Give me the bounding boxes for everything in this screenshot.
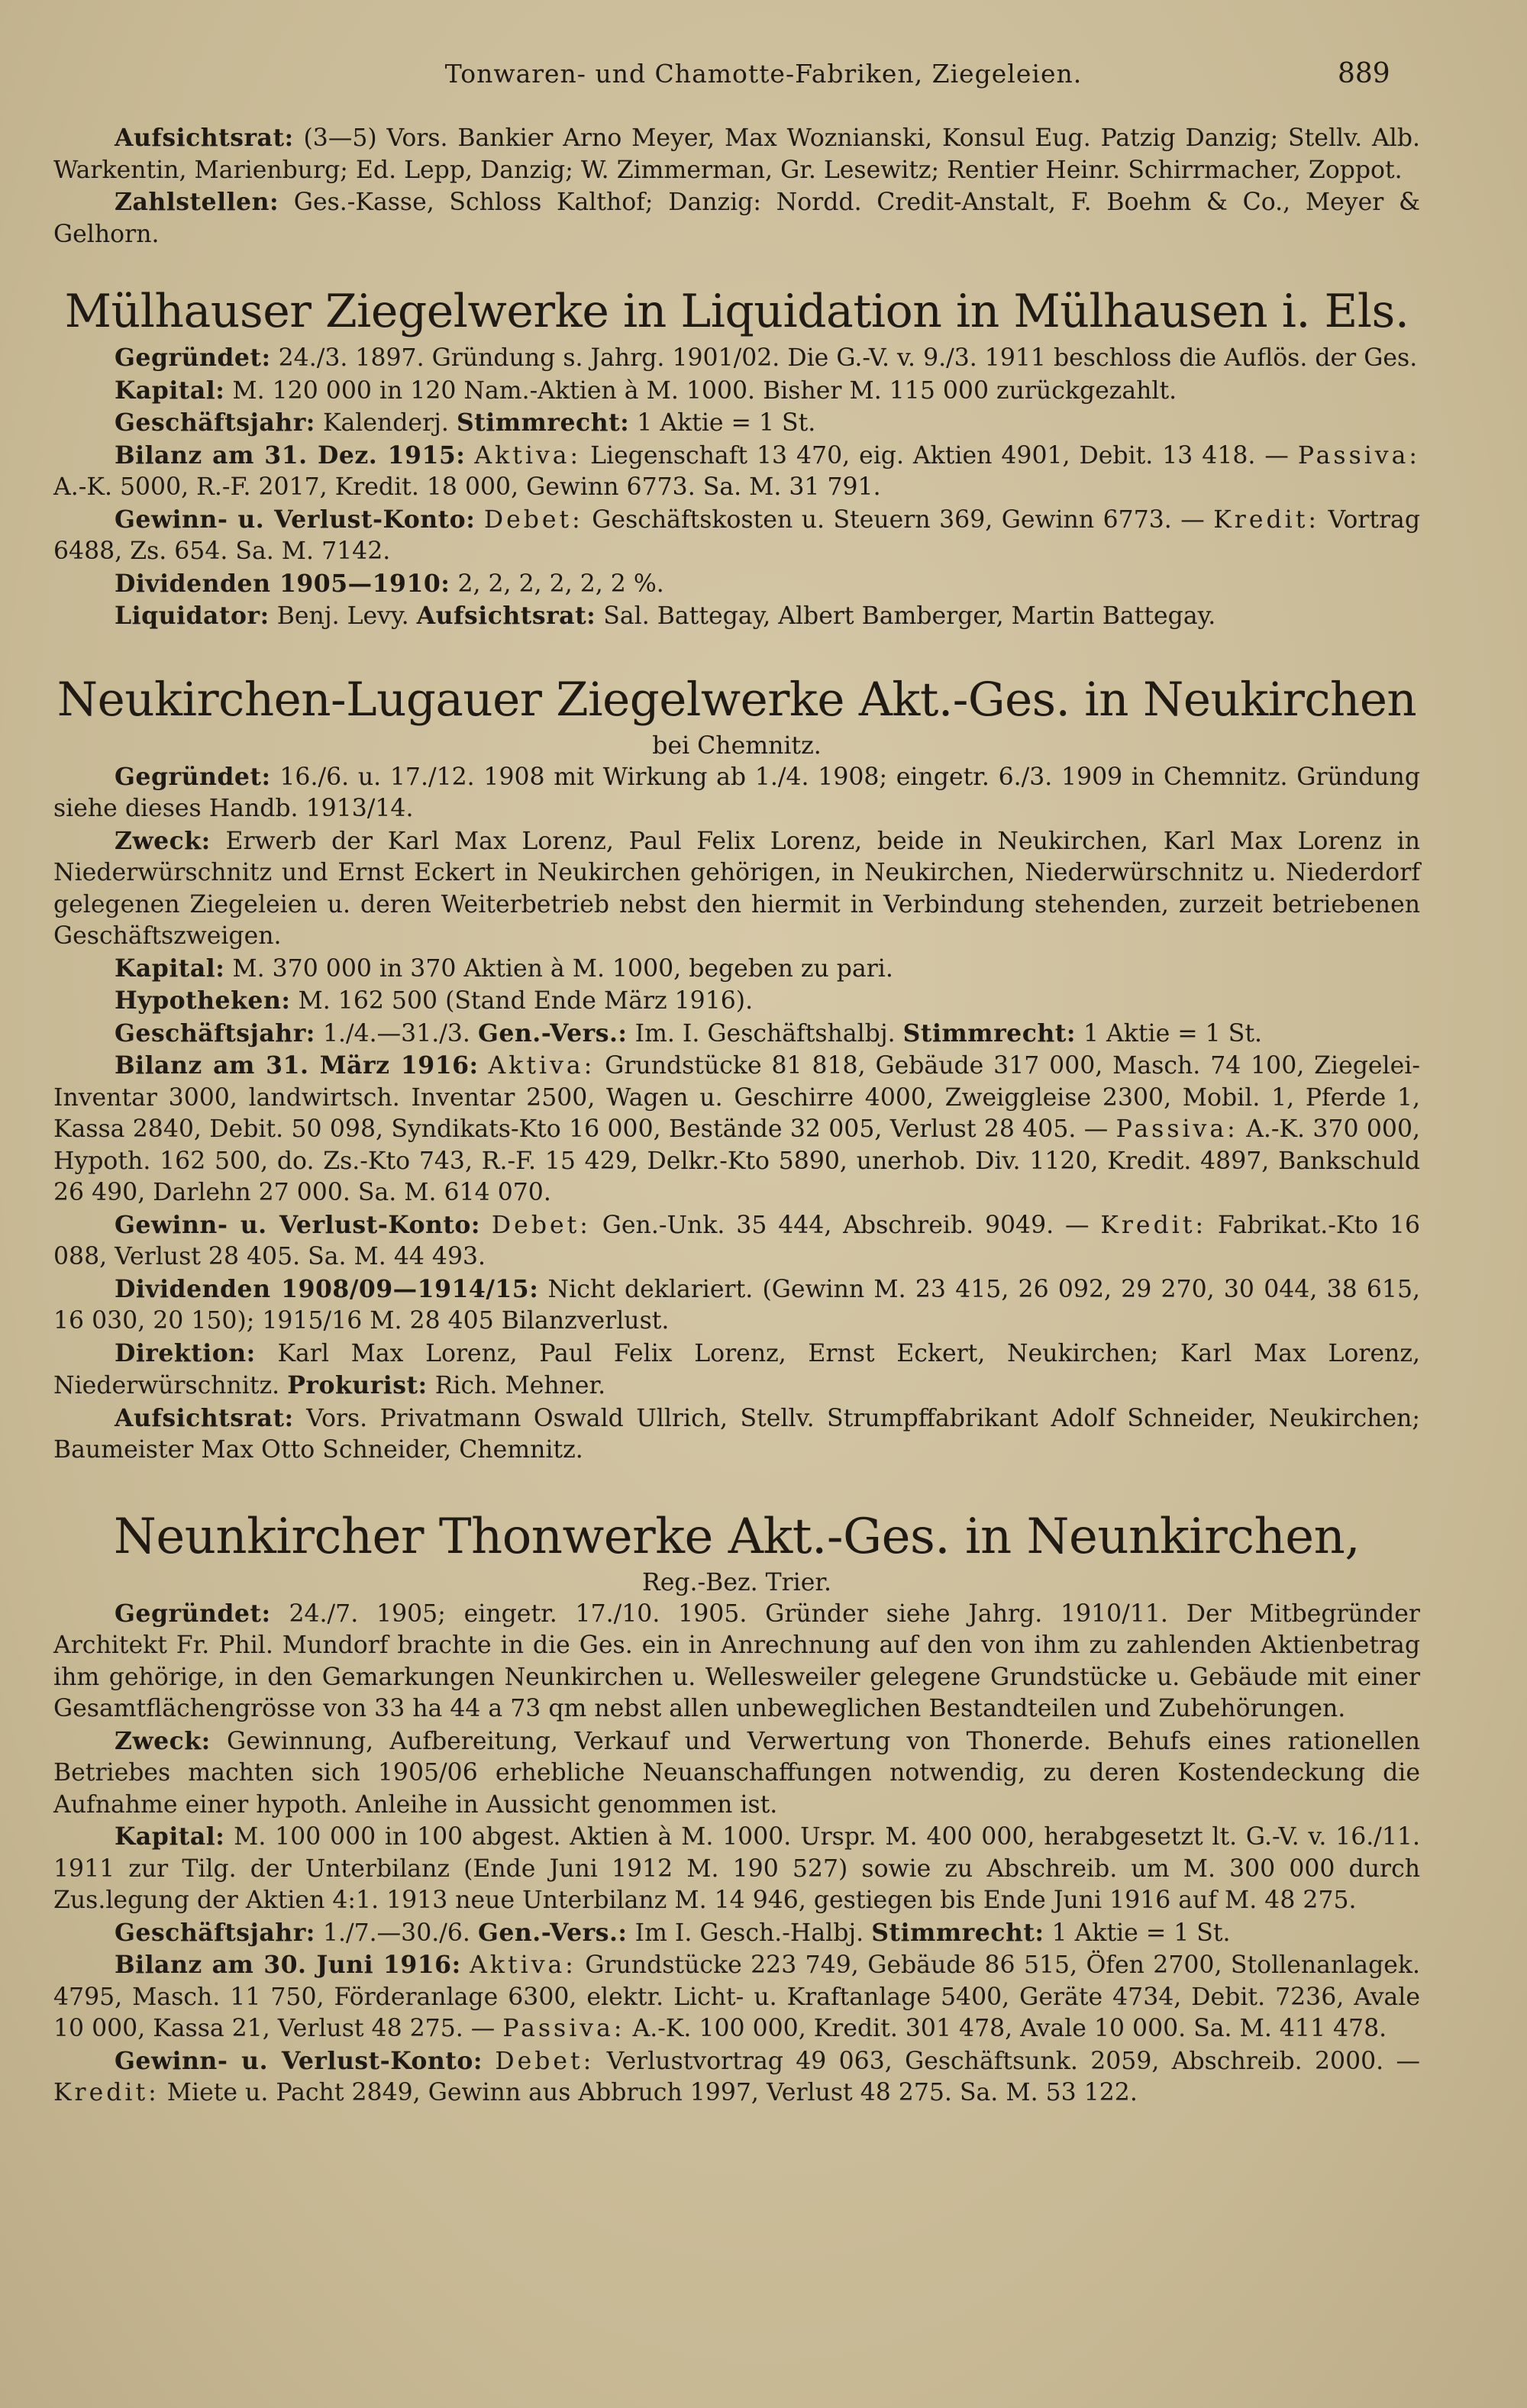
label: Zahlstellen:	[115, 188, 279, 216]
spacer	[53, 1467, 1420, 1506]
text: 1./7.—30./6.	[315, 1919, 478, 1947]
label: Aufsichtsrat:	[115, 1403, 294, 1432]
label: Dividenden 1908/09—1914/15:	[115, 1274, 539, 1303]
text: Vortrag 6488, Zs. 654. Sa. M. 7142.	[53, 505, 1420, 565]
paragraph-gegruendet	[53, 761, 1420, 825]
paragraph-gegruendet	[53, 1598, 1420, 1725]
label: Liquidator:	[115, 602, 270, 630]
paragraph-geschaeftsjahr	[53, 1917, 1420, 1950]
text: Geschäftskosten u. Steuern 369, Gewinn 6773. —	[583, 505, 1214, 534]
label: Gegründet:	[115, 1599, 271, 1628]
label-passiva: Passiva:	[502, 2015, 625, 2042]
label: Gegründet:	[115, 762, 271, 791]
entry-muelhauser-ziegelwerke	[53, 281, 1420, 633]
text: 2, 2, 2, 2, 2, 2 %.	[450, 570, 664, 598]
paragraph-bilanz	[53, 1050, 1420, 1209]
label: Aufsichtsrat:	[115, 124, 294, 152]
text: Verlustvortrag 49 063, Geschäftsunk. 2059, Abschreib. 2000. —	[594, 2047, 1421, 2075]
paragraph-gegruendet	[53, 342, 1420, 375]
label: Gewinn- u. Verlust-Konto:	[115, 2046, 483, 2075]
text: Grundstücke 223 749, Gebäude 86 515, Öfen 2700, Stollenanlagek. 4795, Masch. 11 750, Förderanlage 6300, elektr. Licht- u. Kraftanlage 5400, Geräte 4734, Debit. 7236, Avale 10 000, Kassa 21, Verlust 48 275. —	[53, 1951, 1420, 2042]
text: 1 Aktie = 1 St.	[629, 409, 816, 437]
entry-title: Neukirchen-Lugauer Ziegelwerke Akt.-Ges. in Neukirchen	[56, 672, 1417, 727]
label: Prokurist:	[287, 1371, 428, 1399]
label: Dividenden 1905—1910:	[115, 569, 450, 598]
text: Grundstücke 81 818, Gebäude 317 000, Masch. 74 100, Ziegelei-Inventar 3000, landwirtsch. Inventar 2500, Wagen u. Geschirre 4000, Zweiggleise 2300, Mobil. 1, Pferde 1, Kassa 2840, Debit. 50 098, Syndikats-Kto 16 000, Bestände 32 005, Verlust 28 405. —	[53, 1052, 1420, 1143]
text: Miete u. Pacht 2849, Gewinn aus Abbruch 1997, Verlust 48 275. Sa. M. 53 122.	[159, 2079, 1138, 2106]
paragraph-hypotheken	[53, 985, 1420, 1018]
entry-neukirchen-lugauer-ziegelwerke	[53, 670, 1420, 1467]
text: M. 100 000 in 100 abgest. Aktien à M. 1000. Urspr. M. 400 000, herabgesetzt lt. G.-V. v. 16./11. 1911 zur Tilg. der Unterbilanz (Ende Juni 1912 M. 190 527) sowie zu Abschreib. um M. 300 000 durch Zus.legung der Aktien 4:1. 1913 neue Unterbilanz M. 14 946, gestiegen bis Ende Juni 1916 auf M. 48 275.	[53, 1823, 1420, 1914]
paragraph-kapital	[53, 953, 1420, 986]
text: 1 Aktie = 1 St.	[1044, 1919, 1231, 1947]
label: Gewinn- u. Verlust-Konto:	[115, 505, 476, 534]
label: Kapital:	[115, 1822, 225, 1851]
text: Liegenschaft 13 470, eig. Aktien 4901, Debit. 13 418. —	[581, 441, 1298, 470]
paragraph-gewinn-verlust	[53, 2045, 1420, 2109]
page-number: 889	[1338, 58, 1390, 89]
label-kredit: Kredit:	[1100, 1211, 1207, 1239]
spacer	[53, 250, 1420, 281]
label: Stimmrecht:	[456, 408, 630, 437]
entry-subtitle: bei Chemnitz.	[652, 731, 822, 760]
entry-title: Mülhauser Ziegelwerke in Liquidation in Mülhausen i. Els.	[64, 285, 1409, 338]
label: Direktion:	[115, 1338, 256, 1367]
text: A.-K. 370 000, Hypoth. 162 500, do. Zs.-Kto 743, R.-F. 15 429, Delkr.-Kto 5890, unerhob. Div. 1120, Kredit. 4897, Bankschuld 26 490, Darlehn 27 000. Sa. M. 614 070.	[53, 1115, 1420, 1206]
entry-title: Neunkircher Thonwerke Akt.-Ges. in Neunkirchen,	[113, 1508, 1361, 1565]
paragraph-bilanz	[53, 1949, 1420, 2045]
label-aktiva: Aktiva:	[488, 1052, 596, 1080]
label-debet: Debet:	[491, 1211, 591, 1239]
page-content	[53, 122, 1420, 2109]
label: Kapital:	[115, 954, 225, 983]
spacer	[53, 633, 1420, 670]
text: Ges.-Kasse, Schloss Kalthof; Danzig: Nordd. Credit-Anstalt, F. Boehm & Co., Meyer & Gelhorn.	[53, 189, 1420, 248]
text: Fabrikat.-Kto 16 088, Verlust 28 405. Sa. M. 44 493.	[53, 1211, 1420, 1270]
label: Geschäftsjahr:	[115, 408, 315, 437]
text: Vors. Privatmann Oswald Ullrich, Stellv. Strumpffabrikant Adolf Schneider, Neukirchen; Baumeister Max Otto Schneider, Chemnitz.	[53, 1404, 1420, 1464]
text: Benj. Levy.	[269, 602, 417, 630]
paragraph-liquidator	[53, 600, 1420, 633]
text: Gen.-Unk. 35 444, Abschreib. 9049. —	[590, 1211, 1101, 1239]
text: Gewinnung, Aufbereitung, Verkauf und Verwertung von Thonerde. Behufs eines rationellen Betriebes machten sich 1905/06 erhebliche Neuanschaffungen notwendig, zu deren Kostendeckung die Aufnahme einer hypoth. Anleihe in Aussicht genommen ist.	[53, 1727, 1420, 1819]
label: Gewinn- u. Verlust-Konto:	[115, 1210, 481, 1239]
text: Nicht deklariert. (Gewinn M. 23 415, 26 092, 29 270, 30 044, 38 615, 16 030, 20 150); 1915/16 M. 28 405 Bilanzverlust.	[53, 1275, 1420, 1335]
label: Gen.-Vers.:	[477, 1018, 628, 1047]
text: A.-K. 5000, R.-F. 2017, Kredit. 18 000, Gewinn 6773. Sa. M. 31 791.	[53, 473, 881, 501]
text: Erwerb der Karl Max Lorenz, Paul Felix Lorenz, beide in Neukirchen, Karl Max Lorenz in Niederwürschnitz und Ernst Eckert in Neukirchen gehörigen, in Neukirchen, Niederwürschnitz u. Niederdorf gelegenen Ziegeleien u. deren Weiterbetrieb nebst den hiermit in Verbindung stehenden, zurzeit betriebenen Geschäftszweigen.	[53, 827, 1420, 950]
label: Zweck:	[115, 826, 211, 855]
running-head	[0, 55, 1527, 93]
paragraph-bilanz	[53, 440, 1420, 504]
text: 24./7. 1905; eingetr. 17./10. 1905. Gründer siehe Jahrg. 1910/11. Der Mitbegründer Architekt Fr. Phil. Mundorf brachte in die Ges. ein in Anrechnung auf den von ihm zu zahlenden Aktienbetrag ihm gehörige, in den Gemarkungen Neunkirchen u. Wellesweiler gelegene Grundstücke u. Gebäude mit einer Gesamtflächengrösse von 33 ha 44 a 73 qm nebst allen unbeweglichen Bestandteilen und Zubehörungen.	[53, 1599, 1420, 1722]
paragraph-aufsichtsrat	[53, 1403, 1420, 1467]
label: Aufsichtsrat:	[416, 602, 596, 630]
label-kredit: Kredit:	[1213, 505, 1319, 534]
label: Hypotheken:	[115, 986, 291, 1015]
label-debet: Debet:	[495, 2047, 595, 2075]
label-debet: Debet:	[483, 505, 583, 534]
text: Karl Max Lorenz, Paul Felix Lorenz, Ernst Eckert, Neukirchen; Karl Max Lorenz, Niederwürschnitz.	[53, 1339, 1420, 1399]
text: 1./4.—31./3.	[315, 1019, 478, 1047]
paragraph-gewinn-verlust	[53, 504, 1420, 568]
label: Stimmrecht:	[871, 1918, 1044, 1947]
label: Stimmrecht:	[902, 1018, 1076, 1047]
text: M. 120 000 in 120 Nam.-Aktien à M. 1000. Bisher M. 115 000 zurückgezahlt.	[224, 376, 1177, 405]
label-kredit: Kredit:	[53, 2079, 160, 2106]
label: Kapital:	[115, 376, 225, 405]
text: Im. I. Geschäftshalbj.	[627, 1019, 903, 1047]
text: M. 370 000 in 370 Aktien à M. 1000, begeben zu pari.	[224, 954, 893, 983]
label-aktiva: Aktiva:	[474, 441, 582, 470]
label: Gegründet:	[115, 344, 271, 372]
label-aktiva: Aktiva:	[470, 1951, 576, 1979]
paragraph-zweck	[53, 1725, 1420, 1822]
label: Bilanz am 31. Dez. 1915:	[115, 441, 466, 470]
entry-previous-continuation	[53, 122, 1420, 250]
text: Im I. Gesch.-Halbj.	[627, 1919, 872, 1947]
paragraph-geschaeftsjahr	[53, 1018, 1420, 1051]
text: M. 162 500 (Stand Ende März 1916).	[290, 987, 754, 1015]
text: Rich. Mehner.	[427, 1372, 606, 1399]
label: Bilanz am 30. Juni 1916:	[115, 1951, 461, 1979]
paragraph-geschaeftsjahr	[53, 407, 1420, 440]
text: Sal. Battegay, Albert Bamberger, Martin Battegay.	[596, 602, 1216, 630]
paragraph-dividenden	[53, 568, 1420, 601]
label: Gen.-Vers.:	[477, 1918, 628, 1947]
paragraph-zahlstellen	[53, 186, 1420, 250]
entry-neunkircher-thonwerke	[53, 1506, 1420, 2109]
paragraph-gewinn-verlust	[53, 1209, 1420, 1273]
label: Geschäftsjahr:	[115, 1918, 315, 1947]
text: 24./3. 1897. Gründung s. Jahrg. 1901/02. Die G.-V. v. 9./3. 1911 beschloss die Auflös. der Ges.	[270, 344, 1418, 372]
paragraph-kapital	[53, 1821, 1420, 1917]
label: Bilanz am 31. März 1916:	[115, 1051, 479, 1080]
paragraph-dividenden	[53, 1273, 1420, 1338]
text: Kalenderj.	[315, 409, 457, 437]
text: 16./6. u. 17./12. 1908 mit Wirkung ab 1./4. 1908; eingetr. 6./3. 1909 in Chemnitz. Gründung siehe dieses Handb. 1913/14.	[53, 763, 1420, 822]
entry-subtitle: Reg.-Bez. Trier.	[642, 1568, 831, 1596]
paragraph-direktion	[53, 1338, 1420, 1403]
label: Zweck:	[115, 1726, 211, 1755]
running-head-title: Tonwaren- und Chamotte-Fabriken, Ziegeleien.	[444, 59, 1083, 89]
text: A.-K. 100 000, Kredit. 301 478, Avale 10 000. Sa. M. 411 478.	[625, 2015, 1387, 2042]
text: 1 Aktie = 1 St.	[1075, 1019, 1262, 1047]
label: Geschäftsjahr:	[115, 1018, 315, 1047]
paragraph-zweck	[53, 825, 1420, 953]
paragraph-kapital	[53, 375, 1420, 408]
label-passiva: Passiva:	[1115, 1115, 1238, 1143]
paragraph-aufsichtsrat	[53, 122, 1420, 186]
text: (3—5) Vors. Bankier Arno Meyer, Max Woznianski, Konsul Eug. Patzig Danzig; Stellv. Alb. Warkentin, Marienburg; Ed. Lepp, Danzig; W. Zimmerman, Gr. Lesewitz; Rentier Heinr. Schirrmacher, Zoppot.	[53, 124, 1420, 184]
label-passiva: Passiva:	[1297, 441, 1420, 470]
